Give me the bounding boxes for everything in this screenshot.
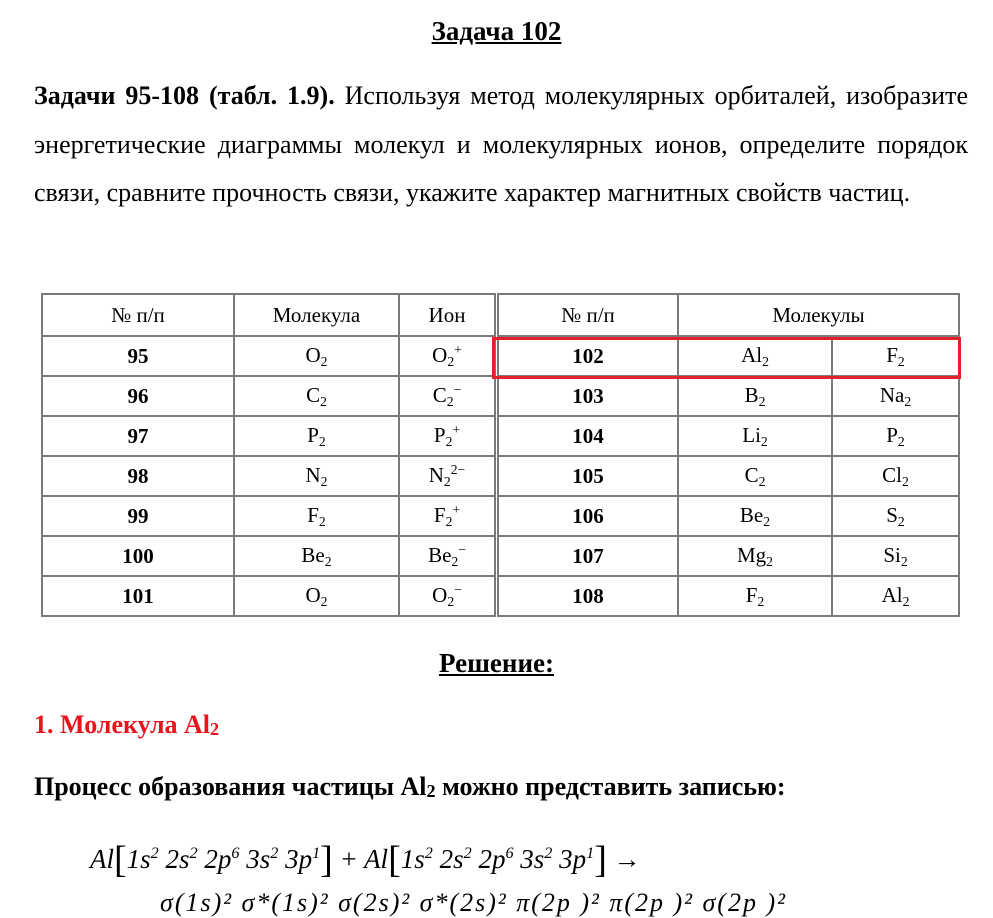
cell-ion-symbol: O [432,583,448,607]
cell-ion [399,536,497,576]
cell-molecule-b [832,496,959,536]
table-row [42,496,959,536]
cell-molecule [234,496,399,536]
cell-molecule-a [678,496,832,536]
cell-molecule-b-symbol: Cl [882,462,902,487]
process-heading-a: Процесс образования частицы Al [34,772,427,801]
cell-molecule-symbol: F [307,502,319,527]
cell-molecule-a-subscript: 2 [760,433,768,449]
cell-molecule-b-symbol: S [886,502,898,527]
cell-num-2: 107 [497,536,679,576]
cell-ion-charge: − [454,582,462,597]
cell-molecule [234,536,399,576]
cell-ion-subscript: 2 [447,354,455,369]
table-row [42,416,959,456]
formula-exponent: 2 [463,844,472,862]
cell-num: 95 [42,336,234,376]
table-row [42,376,959,416]
cell-num: 98 [42,456,234,496]
cell-ion [399,416,497,456]
header-num-2: № п/п [497,294,679,336]
cell-num-2: 102 [497,336,679,376]
cell-molecule-a [678,576,832,616]
formula-bracket-close-2: ] [594,839,607,881]
table-row [42,576,959,616]
cell-num-2: 105 [497,456,679,496]
header-num: № п/п [42,294,234,336]
cell-molecule-symbol: O [305,582,321,607]
cell-molecule-b [832,376,959,416]
electron-config-formula [90,838,641,882]
cell-molecule-symbol: Be [301,542,325,567]
cell-molecule-symbol: O [305,342,321,367]
cell-molecule-a [678,456,832,496]
cell-molecule-b-symbol: P [886,422,898,447]
cell-molecule-b [832,536,959,576]
cell-molecule-symbol: C [306,382,321,407]
cell-molecule-b-subscript: 2 [904,393,912,409]
formula-exponent: 6 [231,844,240,862]
table-row [42,456,959,496]
cell-molecule-b [832,416,959,456]
cell-ion-symbol: N [428,463,444,487]
cell-num: 96 [42,376,234,416]
cell-ion-symbol: Be [428,543,452,567]
cell-molecule-a-subscript: 2 [766,553,773,569]
formula-orbital: 2p [197,844,232,874]
cell-num-2: 103 [497,376,679,416]
cell-num: 99 [42,496,234,536]
cell-molecule-b-subscript: 2 [897,513,905,529]
task-description-bold: Задачи 95-108 (табл. 1.9). [34,81,335,110]
section-heading-text: 1. Молекула Al [34,710,211,739]
cell-num-2: 106 [497,496,679,536]
cell-molecule-subscript: 2 [320,473,328,489]
cell-ion [399,336,497,376]
formula-orbital: 3p [552,844,587,874]
formula-orbital: 2s [158,844,190,874]
header-molecule: Молекула [234,294,399,336]
formula-arrow: → [606,844,641,874]
cell-molecule-b-subscript: 2 [897,433,905,449]
cell-ion-subscript: 2 [445,434,453,449]
formula-exponent: 1 [586,844,595,862]
cell-num-2: 104 [497,416,679,456]
cell-molecule [234,416,399,456]
cell-ion [399,576,497,616]
cell-molecule-b-symbol: Si [883,542,901,567]
cell-molecule-a-subscript: 2 [763,513,771,529]
cell-molecule-a-subscript: 2 [758,393,766,409]
formula-orbital: 2s [432,844,464,874]
process-heading-b: можно представить записью: [435,772,786,801]
formula-exponent: 6 [505,844,514,862]
cell-ion-subscript: 2 [446,394,454,409]
cell-molecule-b-subscript: 2 [902,473,909,489]
cell-ion-symbol: C [432,383,447,407]
cell-molecule-subscript: 2 [320,593,328,609]
cell-molecule-symbol: P [307,422,319,447]
section-heading-sub: 2 [210,719,220,739]
formula-exponent: 2 [189,844,198,862]
cell-molecule-a-subscript: 2 [757,593,765,609]
section-heading [34,710,219,740]
formula-exponent: 2 [424,844,433,862]
process-heading-sub: 2 [426,781,436,801]
page-title: Задача 102 [431,16,562,46]
cell-molecule-a-symbol: C [744,462,759,487]
cell-molecule-a-symbol: F [745,582,758,607]
cell-ion-subscript: 2 [443,474,451,489]
formula-orbital: 2p [471,844,506,874]
cell-molecule-b-subscript: 2 [897,353,905,369]
task-description-text: Используя метод молекулярных орбиталей, изобразите энергетические диаграммы молекул и молекулярных ионов, определите порядок связи, сравните прочность связи, укажите характер магнитных свойств частиц. [34,81,968,207]
cell-ion-charge: + [452,422,461,437]
cell-ion-charge: 2− [450,462,466,477]
cell-num-2: 108 [497,576,679,616]
table-header-row [42,294,959,336]
cell-num: 100 [42,536,234,576]
formula-orbital: 1s [400,844,425,874]
cell-molecule-a-subscript: 2 [758,473,766,489]
header-molecules: Молекулы [678,294,959,336]
cell-ion-charge: − [458,542,466,557]
formula-bracket-open-1: [ [114,839,127,881]
cell-molecule-subscript: 2 [320,393,327,409]
formula-exponent: 2 [270,844,279,862]
formula-atom-2: Al [364,844,389,874]
cell-molecule-a [678,376,832,416]
cell-molecule-b [832,456,959,496]
formula-atom-1: Al [90,844,114,874]
formula-orbital: 3s [239,844,271,874]
table-row [42,536,959,576]
cell-ion-symbol: F [433,503,446,527]
formula-orbital: 1s [126,844,151,874]
cell-molecule-a [678,536,832,576]
formula-orbital: 3p [278,844,313,874]
cell-molecule-b-symbol: Al [881,582,903,607]
cell-ion-subscript: 2 [447,594,455,609]
cell-molecule-b-subscript: 2 [902,593,910,609]
formula-exponent: 2 [544,844,553,862]
cell-molecule-b-symbol: F [886,342,898,367]
cell-molecule-a-symbol: Li [742,422,761,447]
cell-ion-symbol: P [433,423,446,447]
cell-molecule-a-symbol: Al [741,342,763,367]
cell-molecule-subscript: 2 [318,433,326,449]
cell-num: 101 [42,576,234,616]
formula-plus: + [332,844,365,874]
process-heading [34,772,786,802]
header-ion: Ион [399,294,497,336]
cell-num: 97 [42,416,234,456]
cell-molecule-symbol: N [305,462,321,487]
cell-molecule-b-symbol: Na [879,382,905,407]
cell-molecule [234,576,399,616]
solution-title: Решение: [439,648,554,678]
cell-ion [399,376,497,416]
cell-ion-subscript: 2 [445,514,453,529]
cell-ion-charge: + [454,342,462,357]
cell-ion-charge: − [453,382,462,397]
cell-molecule-subscript: 2 [324,553,332,569]
cell-molecule-a-subscript: 2 [762,353,769,369]
formula-exponent: 2 [150,844,159,862]
cell-molecule-a-symbol: Mg [736,542,767,567]
formula-bracket-open-2: [ [388,839,401,881]
cell-molecule [234,456,399,496]
cell-molecule [234,336,399,376]
cell-molecule [234,376,399,416]
formula-orbital: 3s [513,844,545,874]
cell-ion [399,456,497,496]
cell-ion-symbol: O [432,343,448,367]
task-description [34,72,968,218]
cell-molecule-a [678,416,832,456]
cell-molecule-b [832,576,959,616]
formula-exponent: 1 [312,844,321,862]
cell-molecule-a-symbol: Be [739,502,764,527]
cell-molecule-a-symbol: B [744,382,759,407]
cell-ion-charge: + [452,502,461,517]
cell-molecule-b-subscript: 2 [900,553,908,569]
mo-config-formula: σ(1s)² σ*(1s)² σ(2s)² σ*(2s)² π(2p )² π(2p )² σ(2p )² [160,888,787,917]
cell-molecule-subscript: 2 [318,513,326,529]
formula-bracket-close-1: ] [320,839,333,881]
cell-ion-subscript: 2 [451,554,459,569]
cell-ion [399,496,497,536]
cell-molecule-subscript: 2 [320,353,328,369]
highlight-row-102 [492,337,961,379]
